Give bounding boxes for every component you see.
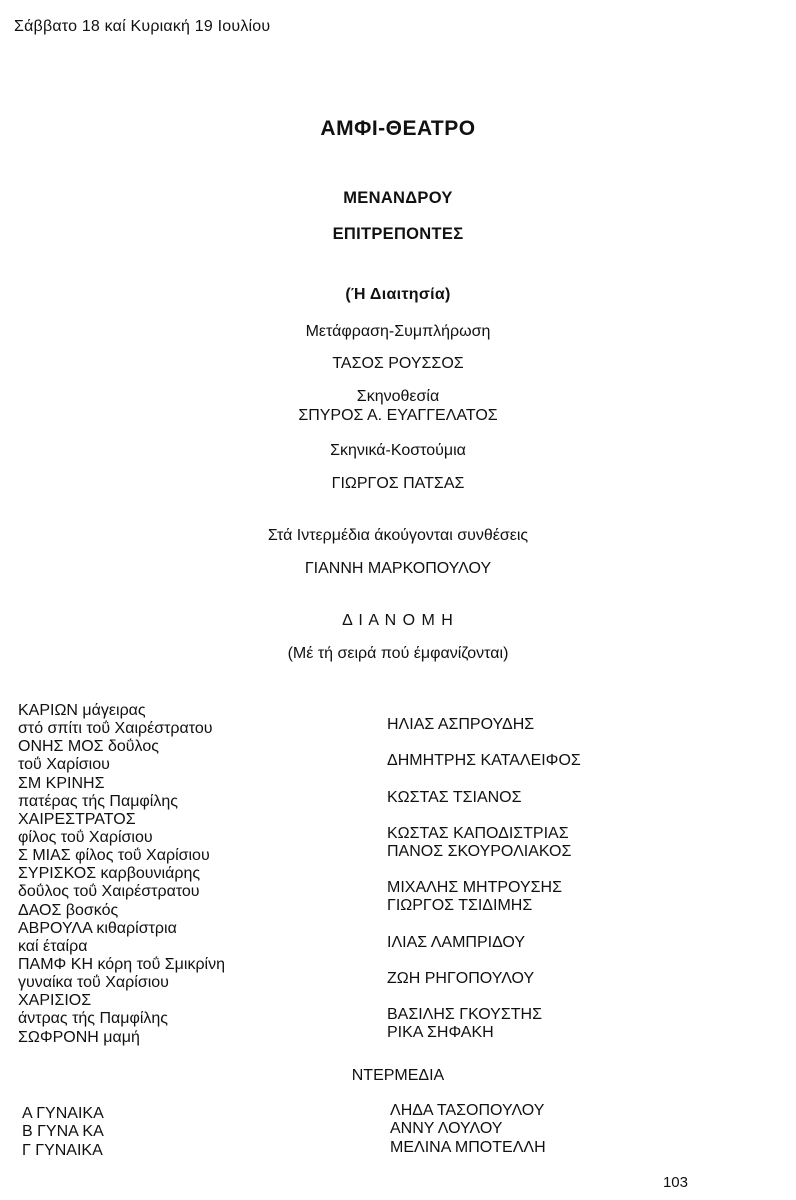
list-item: ΙΛΙΑΣ ΛΑΜΠΡΙΔΟΥ: [387, 933, 526, 951]
list-item: Α ΓΥΝΑΙΚΑ: [22, 1105, 104, 1122]
list-item: ΗΛΙΑΣ ΑΣΠΡΟΥΔΗΣ: [387, 716, 535, 733]
list-item: δοΰλος τοΰ Χαιρέστρατου: [18, 883, 200, 901]
list-item: ΣΥΡΙΣΚΟΣ καρβουνιάρης: [18, 865, 201, 883]
list-item: ΔΗΜΗΤΡΗΣ ΚΑΤΑΛΕΙΦΟΣ: [387, 752, 581, 770]
credit-direction-role: Σκηνοθεσία: [356, 388, 440, 405]
list-item: ΜΙΧΑΛΗΣ ΜΗΤΡΟΥΣΗΣ: [387, 879, 562, 897]
play-name: ΕΠΙΤΡΕΠΟΝΤΕΣ: [332, 225, 464, 243]
cast-note: (Μέ τή σειρά πού έμφανίζονται): [287, 645, 509, 662]
list-item: ΑΝΝΥ ΛΟΥΛΟΥ: [390, 1120, 503, 1138]
actors-list: [387, 716, 581, 1043]
list-item: ΚΑΡΙΩΝ μάγειρας: [18, 702, 146, 719]
intermezzo-roles-list: [22, 1105, 104, 1160]
list-item: ΛΗΔΑ ΤΑΣΟΠΟΥΛΟΥ: [390, 1102, 545, 1119]
list-item: ΜΕΛΙΝΑ ΜΠΟΤΕΛΛΗ: [390, 1138, 546, 1156]
list-item: στό σπίτι τοΰ Χαιρέστρατου: [18, 720, 213, 738]
list-item: ΚΩΣΤΑΣ ΚΑΠΟΔΙΣΤΡΙΑΣ: [387, 824, 569, 842]
list-item: Γ ΓΥΝΑΙΚΑ: [22, 1141, 103, 1159]
list-item: ΟΝΗΣ ΜΟΣ δοΰλος: [18, 738, 159, 756]
venue-title: ΑΜΦΙ-ΘΕΑΤΡΟ: [320, 117, 476, 140]
list-item: ΠΑΝΟΣ ΣΚΟΥΡΟΛΙΑΚΟΣ: [387, 842, 572, 860]
list-item: άντρας τής Παμφίλης: [18, 1010, 169, 1028]
list-item: ΧΑΙΡΕΣΤΡΑΤΟΣ: [18, 810, 136, 828]
intermezzo-heading: ΝΤΕΡΜΕΔΙΑ: [351, 1067, 445, 1084]
list-item: ΖΩΗ ΡΗΓΟΠΟΥΛΟΥ: [387, 969, 535, 987]
list-item: φίλος τοΰ Χαρίσιου: [18, 828, 153, 846]
page-number: 103: [662, 1174, 688, 1191]
list-item: ΡΙΚΑ ΣΗΦΑΚΗ: [387, 1024, 494, 1042]
credit-design-name: ΓΙΩΡΓΟΣ ΠΑΤΣΑΣ: [331, 475, 465, 492]
cast-heading: Δ Ι Α Ν Ο Μ Η: [342, 612, 454, 629]
roles-list: [18, 702, 225, 1047]
list-item: ΣΜ ΚΡΙΝΗΣ: [18, 774, 105, 792]
list-item: ΠΑΜΦ ΚΗ κόρη τοΰ Σμικρίνη: [18, 955, 225, 973]
list-item: ΓΙΩΡΓΟΣ ΤΣΙΔΙΜΗΣ: [387, 897, 533, 915]
list-item: ΣΩΦΡΟΝΗ μαμή: [18, 1028, 140, 1046]
music-composer: ΓΙΑΝΝΗ ΜΑΡΚΟΠΟΥΛΟΥ: [304, 560, 492, 577]
play-author: ΜΕΝΑΝΔΡΟΥ: [343, 189, 453, 207]
credit-translation-role: Μετάφραση-Συμπλήρωση: [305, 323, 491, 340]
music-line: Στά Ιντερμέδια άκούγονται συνθέσεις: [267, 527, 529, 544]
list-item: καί έταίρα: [18, 937, 88, 955]
list-item: ΚΩΣΤΑΣ ΤΣΙΑΝΟΣ: [387, 788, 522, 806]
intermezzo-actors-list: [390, 1102, 546, 1157]
list-item: ΧΑΡΙΣΙΟΣ: [18, 992, 92, 1010]
list-item: τοΰ Χαρίσιου: [18, 756, 110, 774]
credit-direction-name: ΣΠΥΡΟΣ Α. ΕΥΑΓΓΕΛΑΤΟΣ: [298, 407, 498, 424]
list-item: Β ΓΥΝΑ ΚΑ: [22, 1123, 104, 1141]
page-date-header: Σάββατο 18 καί Κυριακή 19 Ιουλίου: [14, 18, 271, 35]
list-item: γυναίκα τοΰ Χαρίσιου: [18, 974, 169, 992]
credit-translation-name: ΤΑΣΟΣ ΡΟΥΣΣΟΣ: [332, 355, 464, 372]
list-item: ΒΑΣΙΛΗΣ ΓΚΟΥΣΤΗΣ: [387, 1006, 542, 1024]
play-subtitle: (Ή Διαιτησία): [345, 286, 451, 303]
credit-design-role: Σκηνικά-Κοστούμια: [330, 442, 466, 459]
list-item: ΔΑΟΣ βοσκός: [18, 901, 119, 919]
list-item: πατέρας τής Παμφίλης: [18, 792, 178, 810]
list-item: ΑΒΡΟΥΛΑ κιθαρίστρια: [18, 919, 177, 937]
list-item: Σ ΜΙΑΣ φίλος τοΰ Χαρίσιου: [18, 847, 210, 865]
